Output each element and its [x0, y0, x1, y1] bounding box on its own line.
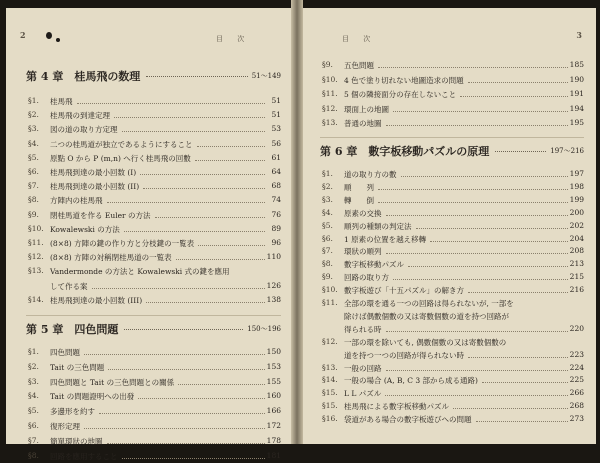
entry-title: 道の取り方の數	[344, 170, 397, 179]
entry-title: 環面上の地圖	[344, 104, 389, 114]
section-number: §11.	[322, 298, 338, 307]
entry-page: 220	[569, 323, 584, 333]
leader-dots	[198, 245, 265, 246]
entry-title: 回路を應用すること	[50, 451, 118, 461]
entry-page: 76	[271, 209, 281, 219]
toc-entry	[322, 298, 584, 310]
section-number: §6.	[322, 233, 333, 243]
section-number: §6.	[28, 167, 39, 176]
entry-page: 197	[569, 169, 584, 178]
entry-title: 數字板移動パズル	[344, 260, 404, 270]
section-number: §9.	[28, 209, 39, 219]
toc-entry	[28, 295, 281, 307]
chapter-heading	[320, 143, 584, 159]
toc-entry	[28, 195, 281, 207]
leader-dots	[122, 131, 265, 132]
entry-title: 五色問題	[344, 61, 374, 70]
toc-entry	[322, 234, 584, 246]
leader-dots	[176, 259, 265, 260]
section-number: §14.	[28, 294, 44, 304]
leader-dots	[468, 357, 568, 358]
toc-entry	[28, 167, 281, 179]
section-number: §4.	[28, 138, 39, 148]
entry-page: 138	[266, 294, 281, 304]
entry-page: 181	[266, 450, 281, 460]
chapter-page-range: 197～216	[550, 147, 584, 155]
section-number: §14.	[322, 375, 338, 385]
entry-title: 二つの桂馬道が独立であるようにすること	[50, 139, 193, 149]
entry-page: 268	[569, 401, 584, 411]
toc-entry	[322, 195, 584, 207]
toc-entry	[28, 436, 281, 448]
entry-page: 153	[266, 361, 281, 371]
entry-page: 216	[569, 285, 584, 295]
toc-entry	[322, 285, 584, 297]
toc-entry	[322, 350, 584, 362]
section-number: §12.	[28, 252, 44, 262]
leader-dots	[143, 188, 265, 189]
ink-spot-icon	[46, 32, 52, 39]
entry-title: 袋道がある場合の數字板遊びへの問題	[344, 415, 472, 425]
entry-page: 51	[271, 96, 281, 105]
toc-entry	[322, 324, 584, 336]
toc-entry	[322, 311, 584, 323]
leader-dots	[114, 117, 265, 118]
toc-entry	[322, 75, 584, 87]
entry-page: 190	[569, 74, 584, 84]
leader-dots	[140, 174, 265, 175]
section-number: §5.	[28, 406, 39, 416]
toc-entry	[322, 272, 584, 284]
chapter-page-range: 51～149	[251, 72, 281, 80]
entry-title: 回路の取り方	[344, 273, 389, 283]
leader-dots	[84, 428, 265, 429]
entry-title: 轉 倒	[344, 195, 374, 205]
entry-page: 204	[569, 233, 584, 243]
entry-page: 208	[569, 246, 584, 256]
entry-title: 1 原素の位置を越え移轉	[344, 234, 427, 244]
leader-dots	[146, 302, 265, 303]
toc-entry	[28, 238, 281, 250]
entry-title: 4 色で塗り切れない地圖造求の問題	[344, 75, 464, 85]
toc-entry	[322, 89, 584, 101]
toc-entry	[28, 124, 281, 136]
toc-entry	[28, 252, 281, 264]
entry-title: 桂馬飛の到達定理	[50, 111, 110, 121]
entry-title: 閉桂馬道を作る Euler の方法	[50, 210, 151, 220]
section-number: §7.	[322, 246, 333, 256]
section-number: §13.	[322, 118, 338, 128]
leader-dots	[386, 253, 568, 254]
chapter-heading	[26, 321, 281, 337]
chapter-title: 第 6 章 數字板移動パズルの原理	[320, 145, 490, 158]
entry-title: 普通の地圖	[344, 119, 382, 129]
entry-page: 64	[271, 167, 281, 176]
toc-entry	[28, 181, 281, 193]
toc-entry	[322, 246, 584, 258]
section-number: §13.	[322, 362, 338, 372]
leader-dots	[476, 421, 568, 422]
entry-title: 四色問題と Tait の三色問題との關係	[50, 377, 175, 387]
entry-title: して作る案	[50, 281, 88, 291]
left-page	[6, 8, 294, 461]
toc-entry	[28, 347, 281, 359]
entry-title: Vandermonde の方法と Kowalewski 式の鍵を應用	[50, 267, 230, 277]
page-number: 3	[576, 30, 582, 40]
toc-entry	[28, 362, 281, 374]
entry-page: 195	[569, 118, 584, 128]
entry-page: 178	[266, 435, 281, 445]
entry-title: 得られる時	[344, 324, 382, 334]
toc-entry	[28, 266, 281, 278]
toc-entry	[28, 110, 281, 122]
toc-entry	[28, 139, 281, 151]
leader-dots	[393, 279, 568, 280]
leader-dots	[468, 292, 568, 293]
entry-title: 順 列	[344, 182, 374, 192]
section-number: §7.	[28, 435, 39, 445]
chapter-page-range: 150～196	[247, 325, 281, 333]
toc-entry	[322, 337, 584, 349]
entry-title: 桂馬飛	[50, 97, 73, 106]
section-number: §7.	[28, 181, 39, 191]
section-number: §3.	[28, 376, 39, 386]
leader-dots	[386, 215, 568, 216]
section-number: §11.	[28, 238, 44, 247]
chapter-title: 第 5 章 四色問題	[26, 323, 119, 336]
leader-dots	[107, 202, 265, 203]
divider	[320, 137, 584, 138]
toc-entry	[322, 388, 584, 400]
entry-title: Tait の三色問題	[50, 362, 105, 372]
section-number: §10.	[322, 285, 338, 295]
entry-title: 5 個の隣接面分の存在しないこと	[344, 90, 457, 100]
leader-dots	[378, 202, 568, 203]
chapter-heading	[26, 68, 281, 84]
leader-dots	[482, 382, 568, 383]
section-number: §1.	[322, 169, 333, 178]
entry-page: 89	[271, 223, 281, 233]
right-page	[300, 8, 596, 444]
section-number: §8.	[322, 259, 333, 269]
entry-page: 172	[266, 421, 281, 430]
entry-title: (8×8) 方陣の対稱閉桂馬道の一覧表	[50, 253, 172, 263]
leader-dots	[460, 96, 568, 97]
leader-dots	[386, 125, 568, 126]
toc-entry	[28, 377, 281, 389]
entry-page: 200	[569, 207, 584, 217]
section-number: §9.	[322, 272, 333, 282]
leader-dots	[393, 111, 568, 112]
entry-title: 原點 O から P (m,n) へ行く桂馬飛の回數	[50, 153, 191, 163]
entry-page: 273	[569, 414, 584, 424]
leader-dots	[416, 228, 568, 229]
toc-entry	[28, 281, 281, 293]
toc-entry	[28, 451, 281, 463]
leader-dots	[122, 458, 265, 459]
toc-entry	[322, 104, 584, 116]
toc-entry	[28, 406, 281, 418]
section-number: §12.	[322, 336, 338, 346]
entry-page: 126	[266, 280, 281, 290]
book-gutter	[291, 0, 303, 444]
entry-page: 96	[271, 238, 281, 247]
leader-dots	[84, 354, 265, 355]
toc-entry	[322, 169, 584, 181]
entry-page: 213	[569, 259, 584, 269]
entry-page: 166	[266, 406, 281, 416]
section-number: §12.	[322, 103, 338, 113]
entry-title: 除けば偶數個數の又は寄數個數の道を持つ回路が	[344, 311, 509, 321]
entry-title: 四色問題	[50, 348, 80, 357]
toc-entry	[322, 182, 584, 194]
entry-page: 155	[266, 376, 281, 386]
section-number: §3.	[322, 194, 333, 204]
leader-dots	[378, 67, 568, 68]
entry-page: 51	[271, 110, 281, 120]
section-number: §10.	[322, 74, 338, 84]
toc-entry	[322, 60, 584, 72]
toc-entry	[322, 363, 584, 375]
leader-dots	[408, 266, 568, 267]
running-head-title: 目 次	[216, 35, 251, 43]
entry-page: 266	[569, 388, 584, 398]
entry-title: 多邊形を約す	[50, 407, 95, 417]
section-number: §1.	[28, 347, 39, 356]
left-running-head	[6, 28, 293, 42]
entry-page: 68	[271, 181, 281, 191]
entry-title: L L パズル	[344, 389, 382, 399]
entry-title: 道を持つ一つの回路が得られない時	[344, 350, 464, 360]
entry-title: 全部の環を通る一つの回路は得られないが, 一部を	[344, 299, 514, 308]
section-number: §4.	[322, 207, 333, 217]
entry-page: 224	[569, 362, 584, 372]
page-number: 2	[20, 30, 26, 40]
leader-dots	[197, 146, 265, 147]
section-number: §15.	[322, 401, 338, 411]
entry-title: 順列の種類の判定法	[344, 221, 412, 231]
section-number: §3.	[28, 124, 39, 134]
section-number: §8.	[28, 195, 39, 205]
entry-page: 215	[569, 272, 584, 282]
leader-dots	[495, 151, 546, 152]
section-number: §9.	[322, 60, 333, 69]
section-number: §2.	[28, 110, 39, 120]
section-number: §5.	[322, 220, 333, 230]
section-number: §10.	[28, 223, 44, 233]
entry-title: 桂馬飛到達の最小回数 (I)	[50, 168, 137, 177]
entry-title: 桂馬飛到達の最小回数 (II)	[50, 182, 140, 192]
section-number: §15.	[322, 388, 338, 398]
section-number: §4.	[28, 391, 39, 401]
toc-entry	[322, 118, 584, 130]
toc-entry	[28, 224, 281, 236]
entry-page: 225	[569, 375, 584, 385]
entry-title: Tait の問題證明への出發	[50, 392, 135, 402]
entry-page: 56	[271, 138, 281, 148]
section-number: §2.	[28, 361, 39, 371]
toc-entry	[322, 221, 584, 233]
section-number: §16.	[322, 414, 338, 424]
entry-title: 一般の回路	[344, 363, 382, 373]
entry-title: 原素の交換	[344, 208, 382, 218]
entry-title: 復形定理	[50, 422, 80, 431]
toc-entry	[322, 259, 584, 271]
leader-dots	[430, 241, 568, 242]
right-running-head	[300, 28, 596, 42]
entry-title: 方陣内の桂馬飛	[50, 196, 103, 206]
entry-page: 223	[569, 349, 584, 359]
entry-title: 桂馬飛による數字板移動パズル	[344, 402, 449, 412]
leader-dots	[146, 76, 248, 77]
entry-title: 環狀の順列	[344, 247, 382, 257]
leader-dots	[107, 443, 265, 444]
toc-entry	[322, 414, 584, 426]
toc-entry	[28, 421, 281, 433]
entry-title: 一部の環を除いても, 偶數個數の又は寄數個數の	[344, 337, 507, 347]
toc-entry	[322, 401, 584, 413]
entry-page: 74	[271, 195, 281, 205]
leader-dots	[385, 395, 568, 396]
toc-entry	[28, 153, 281, 165]
toc-entry	[322, 375, 584, 387]
entry-title: 一般の場合 (A, B, C 3 部から成る通路)	[344, 376, 478, 386]
leader-dots	[468, 82, 568, 83]
entry-page: 198	[569, 181, 584, 191]
leader-dots	[92, 288, 265, 289]
section-number: §8.	[28, 450, 39, 460]
entry-title: 簡單環狀の地圖	[50, 436, 103, 446]
ink-spot-icon	[56, 38, 60, 42]
entry-title: 図の道の取り方定理	[50, 125, 118, 135]
entry-page: 202	[569, 220, 584, 230]
section-number: §6.	[28, 421, 39, 430]
leader-dots	[124, 329, 243, 330]
toc-entry	[28, 210, 281, 222]
leader-dots	[386, 331, 568, 332]
entry-title: (8×8) 方陣の鍵の作り方と分枝鍵の一覧表	[50, 239, 195, 248]
leader-dots	[178, 384, 265, 385]
section-number: §1.	[28, 96, 39, 105]
leader-dots	[401, 176, 568, 177]
entry-page: 110	[266, 252, 281, 262]
leader-dots	[386, 370, 568, 371]
section-number: §5.	[28, 152, 39, 162]
entry-title: Kowalewski の方法	[50, 224, 120, 234]
running-head-title: 目 次	[342, 35, 377, 43]
entry-title: 桂馬飛到達の最小回数 (III)	[50, 295, 143, 305]
leader-dots	[195, 160, 265, 161]
section-number: §2.	[322, 181, 333, 191]
leader-dots	[155, 217, 265, 218]
divider	[26, 315, 281, 316]
leader-dots	[77, 103, 265, 104]
entry-page: 191	[569, 89, 584, 99]
entry-page: 53	[271, 124, 281, 134]
entry-page: 160	[266, 391, 281, 401]
entry-page: 61	[271, 152, 281, 162]
entry-page: 199	[569, 194, 584, 204]
leader-dots	[108, 369, 265, 370]
section-number: §11.	[322, 89, 338, 99]
entry-title: 數字板遊び「十五パズル」の解き方	[344, 286, 464, 296]
leader-dots	[99, 413, 265, 414]
toc-entry	[28, 96, 281, 108]
leader-dots	[378, 189, 568, 190]
chapter-title: 第 4 章 桂馬飛の数理	[26, 70, 141, 83]
entry-page: 185	[569, 60, 584, 69]
entry-page: 150	[266, 347, 281, 356]
leader-dots	[453, 408, 568, 409]
leader-dots	[138, 398, 265, 399]
entry-page: 194	[569, 103, 584, 113]
leader-dots	[124, 231, 265, 232]
toc-entry	[322, 208, 584, 220]
toc-entry	[28, 391, 281, 403]
section-number: §13.	[28, 266, 44, 276]
